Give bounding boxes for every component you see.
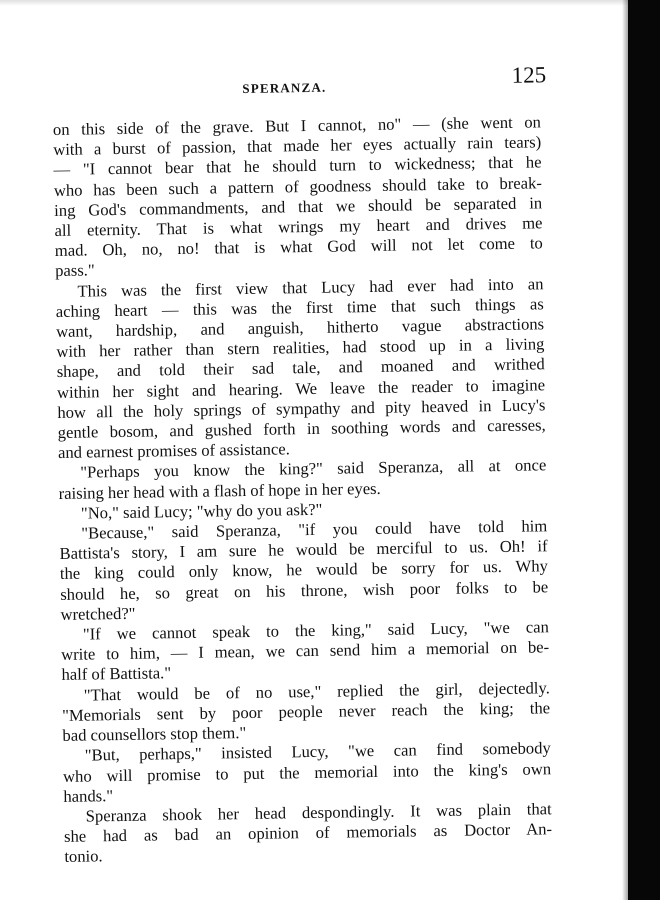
text-line: on this side of the grave. But I cannot, no" — (she went on	[52, 112, 542, 139]
text-line: hands."	[63, 785, 114, 806]
text-line: tonio.	[64, 846, 103, 867]
text-line: ing God's commandments, and that we should be separated in	[54, 193, 543, 220]
running-header	[52, 62, 547, 100]
text-line: bad counsellors stop them."	[62, 723, 247, 746]
text-line: mad. Oh, no, no! that is what God will not let come to	[54, 233, 543, 261]
text-line: the king could only know, he would be sorry for us. Why	[59, 556, 549, 584]
text-line: This was the first view that Lucy had ever had into an	[77, 273, 544, 301]
text-line: "That would be of no use," replied the girl, dejectedly.	[83, 677, 550, 705]
text-line: Speranza shook her head despondingly. It was plain that	[85, 799, 552, 826]
text-line: "Because," said Speranza, "if you could have told him	[81, 516, 548, 543]
text-line: and earnest promises of assistance.	[57, 439, 290, 463]
text-line: she had as bad an opinion of memorials as Doctor An-	[63, 819, 553, 847]
text-line: with her rather than stern realities, had stood up in a living	[56, 334, 545, 362]
text-line: "Perhaps you know the king?" said Speranza, all at once	[80, 455, 547, 483]
text-line: how all the holy springs of sympathy and pity heaved in Lucy's	[57, 395, 546, 422]
text-line: wretched?"	[60, 603, 136, 624]
body-text	[53, 112, 553, 867]
text-line: pass."	[55, 260, 95, 281]
text-line: shape, and told their sad tale, and moaned and writhed	[56, 354, 545, 382]
running-title: SPERANZA.	[242, 79, 327, 97]
text-line: "Memorials sent by poor people never reach the king; the	[61, 698, 551, 725]
text-line: half of Battista."	[61, 663, 172, 685]
text-line: within her sight and hearing. We leave the reader to imagine	[56, 374, 546, 402]
scan-dark-edge	[628, 0, 660, 900]
page-number: 125	[511, 62, 547, 88]
text-line: raising her head with a flash of hope in her eyes.	[58, 478, 381, 503]
text-line: should he, so great on his throne, wish poor folks to be	[60, 576, 549, 604]
text-line: "No," said Lucy; "why do you ask?"	[80, 499, 323, 523]
text-line: with a burst of passion, that made her eyes actually rain tears)	[53, 132, 542, 160]
text-line: "If we cannot speak to the king," said Lucy, "we can	[82, 617, 549, 644]
text-line: all eternity. That is what wrings my heart and drives me	[54, 213, 543, 240]
text-line: who will promise to put the memorial into the king's own	[62, 758, 552, 786]
text-line: — "I cannot bear that he should turn to wickedness; that he	[53, 152, 542, 180]
scan-top-shadow	[0, 0, 628, 6]
book-page	[52, 62, 552, 867]
text-line: aching heart — this was the first time that such things as	[55, 294, 544, 321]
text-line: who has been such a pattern of goodness should take to break-	[53, 172, 542, 200]
text-line: gentle bosom, and gushed forth in soothing words and caresses,	[57, 415, 546, 443]
text-line: "But, perhaps," insisted Lucy, "we can find somebody	[84, 738, 551, 765]
text-line: write to him, — I mean, we can send him a memorial on be-	[61, 637, 550, 665]
text-line: want, hardship, and anguish, hitherto vague abstractions	[55, 314, 545, 341]
text-line: Battista's story, I am sure he would be merciful to us. Oh! if	[59, 536, 548, 564]
